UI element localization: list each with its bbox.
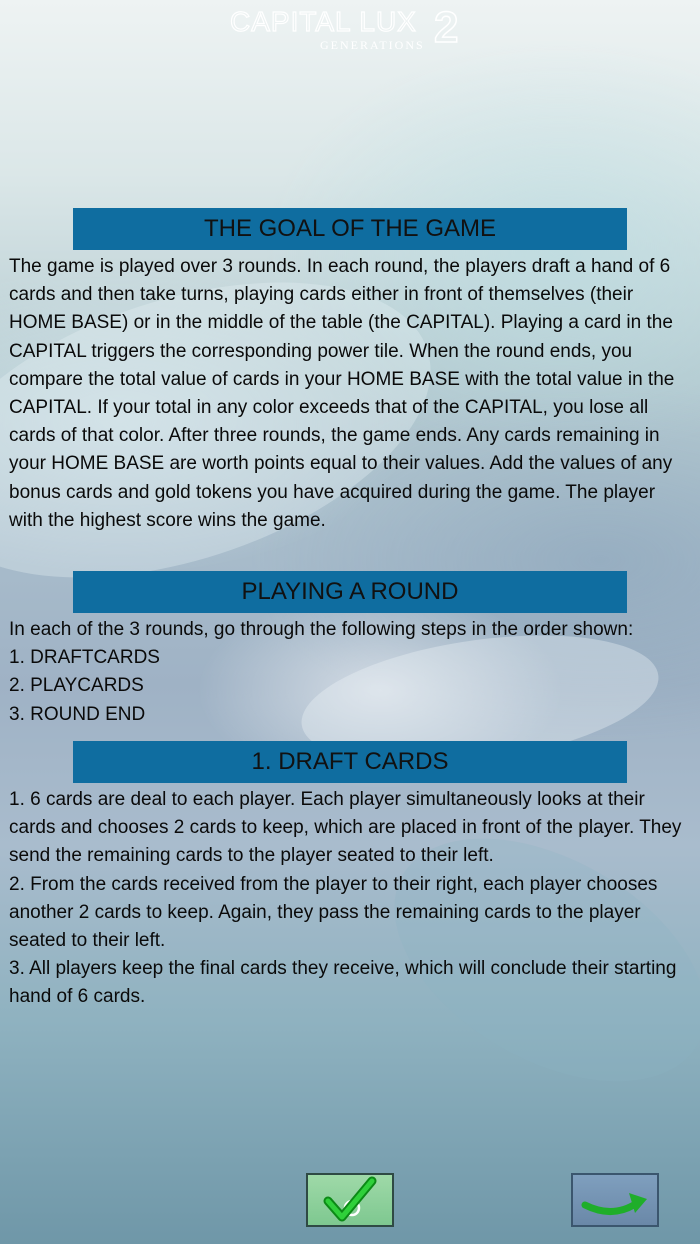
section-heading-playing-round: PLAYING A ROUND (73, 571, 627, 613)
section-heading-goal: THE GOAL OF THE GAME (73, 208, 627, 250)
section-body-draft-cards (9, 786, 693, 1012)
game-logo (230, 4, 474, 54)
step-item: 2. PLAYCARDS (9, 675, 144, 697)
section-body-playing-round (9, 616, 693, 729)
paragraph: The game is played over 3 rounds. In each round, the players draft a hand of 6 cards and then take turns, playing cards either in front of themselves (their HOME BASE) or in the middle of the table (the CAPITAL). Playing a card in the CAPITAL triggers the corresponding power tile. When the round ends, you compare the total value of cards in your HOME BASE with the total value in the CAPITAL. If your total in any color exceeds that of the CAPITAL, you lose all cards of that color. After three rounds, the game ends. Any cards remaining in your HOME BASE are worth points equal to their values. Add the values of any bonus cards and gold tokens you have acquired during the game. The player with the highest score wins the game. (9, 256, 675, 531)
paragraph: In each of the 3 rounds, go through the following steps in the order shown: (9, 619, 634, 640)
checkmark-icon (308, 1175, 392, 1225)
confirm-button[interactable] (306, 1173, 394, 1227)
section-body-goal (9, 253, 693, 535)
section-heading-draft-cards: 1. DRAFT CARDS (73, 741, 627, 783)
paragraph: 1. 6 cards are deal to each player. Each player simultaneously looks at their cards and chooses 2 cards to keep, which are placed in front of the player. They send the remaining cards to the player seated to their left. (9, 789, 682, 867)
paragraph: 3. All players keep the final cards they receive, which will conclude their starting hand of 6 cards. (9, 958, 677, 1008)
arrow-right-icon (573, 1175, 657, 1225)
next-page-button[interactable] (571, 1173, 659, 1227)
logo-number: 2 (434, 3, 459, 52)
logo-title: CAPITAL LUX (230, 6, 417, 37)
logo-subtitle: GENERATIONS (320, 38, 425, 52)
step-item: 1. DRAFTCARDS (9, 647, 160, 669)
step-item: 3. ROUND END (9, 703, 146, 725)
paragraph: 2. From the cards received from the player to their right, each player chooses another 2 cards to keep. Again, they pass the remaining cards to the player seated to their left. (9, 873, 658, 952)
